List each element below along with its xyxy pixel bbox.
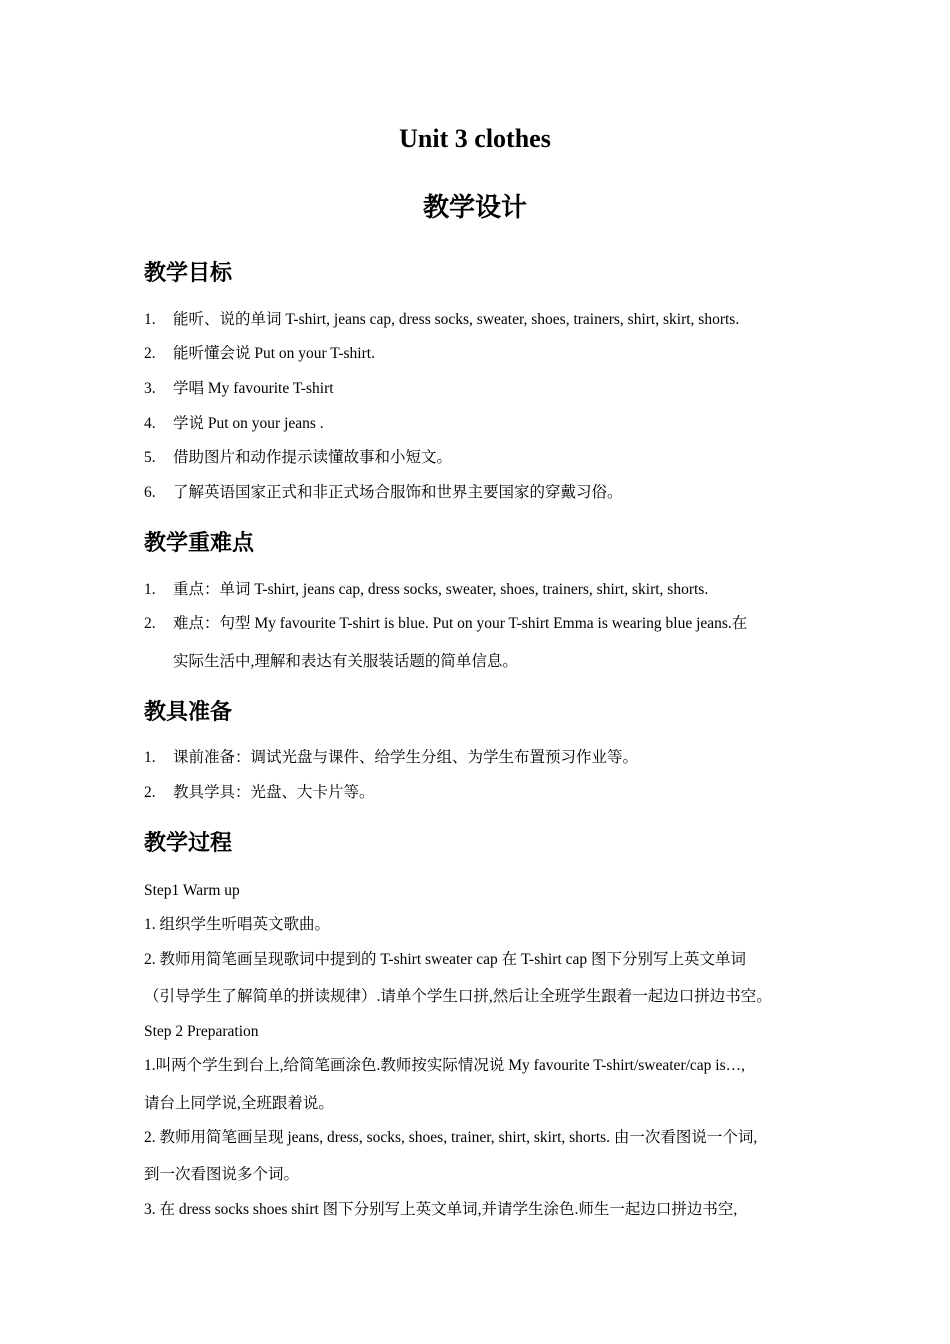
materials-heading: 教具准备 xyxy=(144,700,233,725)
process-line: 1. 组织学生听唱英文歌曲。 xyxy=(144,916,331,933)
item-text: 学唱 My favourite T-shirt xyxy=(173,380,334,397)
key-point-item xyxy=(144,579,708,601)
item-number: 2. xyxy=(144,784,156,801)
key-point-item xyxy=(144,613,747,635)
item-text: 学说 Put on your jeans . xyxy=(173,415,324,432)
item-number: 1. xyxy=(144,749,156,766)
item-number: 6. xyxy=(144,484,156,501)
item-number: 2. xyxy=(144,615,156,632)
item-number: 4. xyxy=(144,415,156,432)
process-line: Step1 Warm up xyxy=(144,882,240,899)
materials-item xyxy=(144,782,375,804)
item-text: 借助图片和动作提示读懂故事和小短文。 xyxy=(173,449,453,466)
process-line: 2. 教师用简笔画呈现 jeans, dress, socks, shoes, trainer, shirt, skirt, shorts. 由一次看图说一个词, xyxy=(144,1129,758,1146)
materials-item xyxy=(144,747,638,769)
item-number: 1. xyxy=(144,311,156,328)
item-text: 课前准备：调试光盘与课件、给学生分组、为学生布置预习作业等。 xyxy=(173,749,639,766)
document-title: Unit 3 clothes xyxy=(399,124,551,153)
objective-item xyxy=(144,413,324,435)
process-line: Step 2 Preparation xyxy=(144,1023,259,1040)
item-number: 1. xyxy=(144,581,156,598)
item-number: 5. xyxy=(144,449,156,466)
item-number: 3. xyxy=(144,380,156,397)
objective-item xyxy=(144,343,375,365)
key-points-heading: 教学重难点 xyxy=(144,531,255,556)
process-line: 2. 教师用简笔画呈现歌词中提到的 T-shirt sweater cap 在 T-shirt cap 图下分别写上英文单词 xyxy=(144,951,747,968)
key-point-item-continuation: 实际生活中,理解和表达有关服装话题的简单信息。 xyxy=(173,653,518,670)
item-text: 教具学具：光盘、大卡片等。 xyxy=(173,784,375,801)
process-line: 3. 在 dress socks shoes shirt 图下分别写上英文单词,并请学生涂色.师生一起边口拼边书空, xyxy=(144,1201,738,1218)
document-subtitle: 教学设计 xyxy=(422,193,527,223)
process-line: （引导学生了解简单的拼读规律）.请单个学生口拼,然后让全班学生跟着一起边口拼边书空。 xyxy=(144,988,772,1005)
item-text: 能听懂会说 Put on your T-shirt. xyxy=(173,345,375,362)
item-text: 重点：单词 T-shirt, jeans cap, dress socks, sweater, shoes, trainers, shirt, skirt, shorts. xyxy=(173,581,709,598)
objective-item xyxy=(144,447,452,469)
item-text: 难点：句型 My favourite T-shirt is blue. Put on your T-shirt Emma is wearing blue jeans.在 xyxy=(173,615,748,632)
process-heading: 教学过程 xyxy=(144,831,233,856)
process-line: 到一次看图说多个词。 xyxy=(144,1166,300,1183)
item-text: 能听、说的单词 T-shirt, jeans cap, dress socks, sweater, shoes, trainers, shirt, skirt, shorts. xyxy=(173,311,740,328)
process-line: 请台上同学说,全班跟着说。 xyxy=(144,1095,334,1112)
objective-item xyxy=(144,309,739,331)
item-text: 了解英语国家正式和非正式场合服饰和世界主要国家的穿戴习俗。 xyxy=(173,484,623,501)
objectives-heading: 教学目标 xyxy=(144,261,233,286)
objective-item xyxy=(144,482,623,504)
item-number: 2. xyxy=(144,345,156,362)
objective-item xyxy=(144,378,334,400)
process-line: 1.叫两个学生到台上,给简笔画涂色.教师按实际情况说 My favourite T-shirt/sweater/cap is…, xyxy=(144,1057,746,1074)
